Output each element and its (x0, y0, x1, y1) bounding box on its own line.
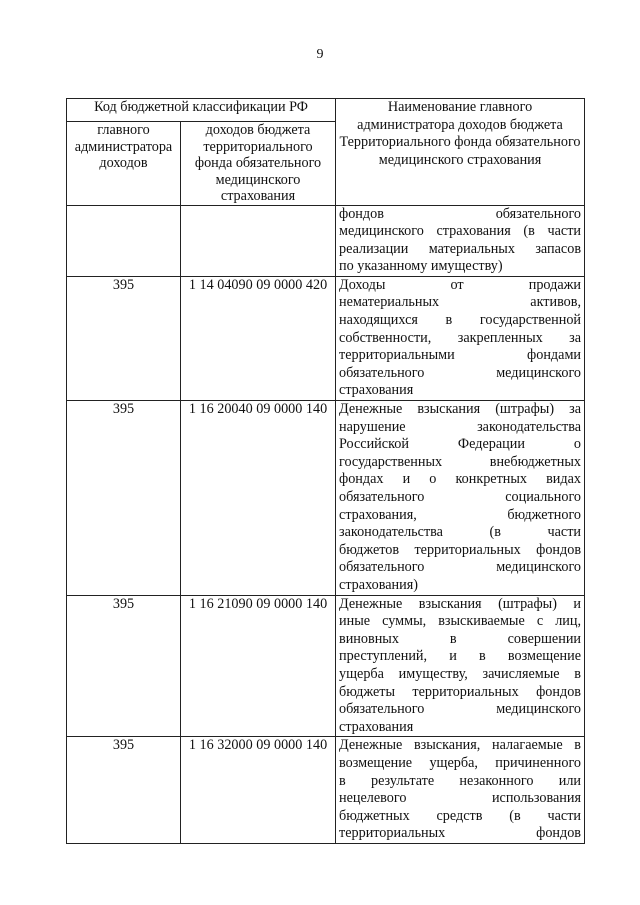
header-revenue-code: доходов бюджета территориального фонда обязательного медицинского страхования (181, 122, 336, 206)
cell-administrator-code: 395 (67, 737, 181, 844)
name-line: обязательного социального (339, 489, 582, 505)
name-line: бюджетов территориальных фондов (339, 541, 582, 558)
cell-revenue-code: 1 16 32000 09 0000 140 (181, 737, 336, 844)
header-budget-code-group: Код бюджетной классификации РФ (67, 99, 336, 122)
table-row (67, 737, 585, 844)
cell-administrator-code: 395 (67, 595, 181, 737)
name-line: фондов обязательного (339, 205, 582, 222)
header-chief-administrator: главного администратора доходов (67, 122, 181, 206)
name-line: обязательного медицинского (339, 364, 582, 381)
name-line: реализации материальных запасов (339, 240, 582, 257)
name-line: фондах и о конкретных видах (339, 471, 582, 488)
cell-revenue-name (336, 737, 585, 844)
name-line: территориальными фондами (339, 347, 582, 364)
name-line: в результате незаконного или (339, 772, 582, 789)
name-line: медицинского страхования (в части (339, 223, 582, 240)
table-row (67, 205, 585, 276)
table-row (67, 595, 585, 737)
name-line: обязательного медицинского (339, 559, 582, 576)
cell-revenue-name (336, 401, 585, 596)
name-line: находящихся в государственной (339, 312, 582, 329)
name-line: Российской Федерации о (339, 436, 582, 453)
name-line: иные суммы, взыскиваемые с лиц, (339, 613, 582, 630)
name-line: Денежные взыскания (штрафы) за (339, 401, 582, 418)
name-line: бюджеты территориальных фондов (339, 683, 582, 700)
table-header (67, 99, 585, 206)
table-row (67, 276, 585, 400)
cell-revenue-name (336, 276, 585, 400)
name-line: по указанному имуществу) (339, 258, 503, 275)
name-line: бюджетных средств (в части (339, 807, 582, 824)
name-line: государственных внебюджетных (339, 453, 582, 470)
name-line: нарушение законодательства (339, 418, 582, 435)
name-line: нематериальных активов, (339, 294, 582, 311)
cell-revenue-name (336, 595, 585, 737)
name-line: законодательства (в части (339, 524, 582, 541)
name-line: обязательного медицинского (339, 701, 582, 718)
name-line: страхования (339, 382, 414, 399)
cell-administrator-code (67, 205, 181, 276)
name-line: страхования (339, 718, 414, 735)
page-number: 9 (316, 47, 324, 62)
name-line: Денежные взыскания (штрафы) и (339, 595, 582, 612)
name-line: нецелевого использования (339, 790, 582, 807)
header-administrator-name: Наименование главного администратора доходов бюджета Территориального фонда обязательного медицинского страхования (336, 99, 585, 206)
name-line: виновных в совершении (339, 630, 582, 647)
cell-administrator-code: 395 (67, 401, 181, 596)
name-line: страхования, бюджетного (339, 506, 582, 523)
name-line: территориальных фондов (339, 825, 582, 842)
cell-revenue-name (336, 205, 585, 276)
name-line: Доходы от продажи (339, 276, 582, 293)
table-row (67, 401, 585, 596)
cell-revenue-code (181, 205, 336, 276)
name-line: преступлений, и в возмещение (339, 648, 582, 665)
cell-revenue-code: 1 16 21090 09 0000 140 (181, 595, 336, 737)
cell-administrator-code: 395 (67, 276, 181, 400)
cell-revenue-code: 1 16 20040 09 0000 140 (181, 401, 336, 596)
name-line: собственности, закрепленных за (339, 329, 582, 346)
name-line: возмещение ущерба, причиненного (339, 754, 582, 771)
budget-classification-table (66, 98, 585, 844)
name-line: страхования) (339, 576, 418, 593)
name-line: Денежные взыскания, налагаемые в (339, 737, 582, 754)
cell-revenue-code: 1 14 04090 09 0000 420 (181, 276, 336, 400)
name-line: ущерба имуществу, зачисляемые в (339, 665, 582, 682)
table-body (67, 205, 585, 843)
